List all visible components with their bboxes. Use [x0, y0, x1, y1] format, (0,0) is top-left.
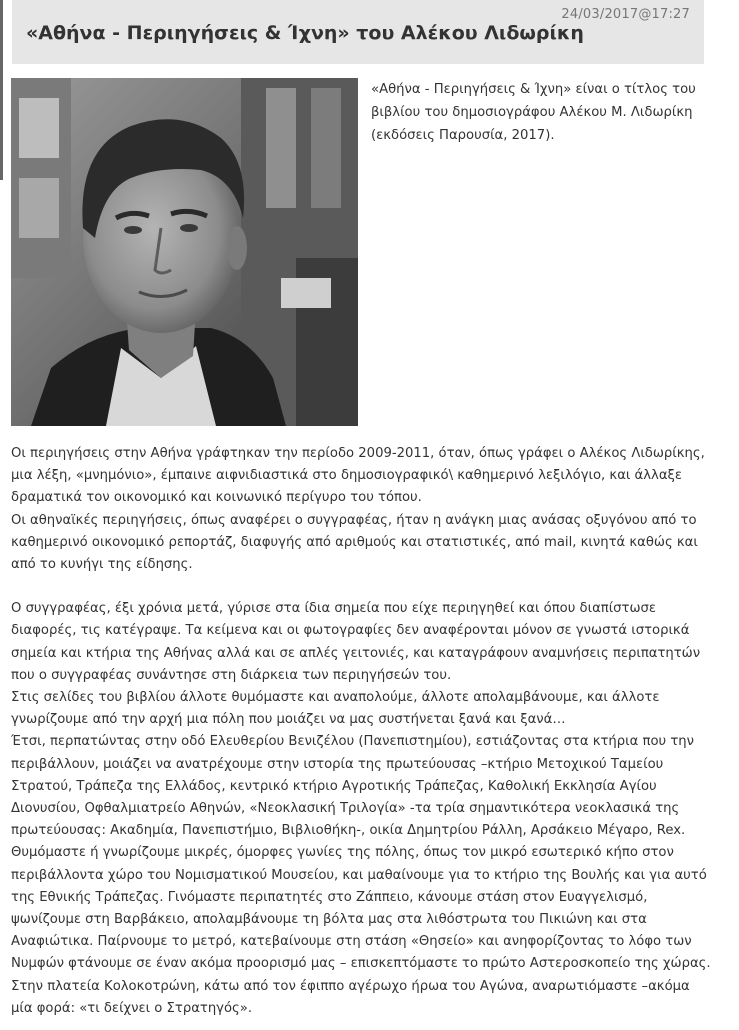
article-header [12, 0, 704, 64]
article-date: 24/03/2017@17:27 [561, 7, 690, 22]
body-paragraph: Θυμόμαστε ή γνωρίζουμε μικρές, όμορφες γωνίες της πόλης, όπως τον μικρό εσωτερικό κήπο στον περιβάλλοντα χώρο του Νομισματικού Μουσείου, και μαθαίνουμε για το κτήριο της Βουλής και για αυτό της Εθνικής Τράπεζας. Γινόμαστε περιπατητές στο Ζάππειο, κάνουμε στάση στον Ευαγγελισμό, ψωνίζουμε στη Βαρβάκειο, απολαμβάνουμε τη βόλτα μας στα λιθόστρωτα του Πικιώνη και στα Αναφιώτικα. Παίρνουμε το μετρό, κατεβαίνουμε στη στάση «Θησείο» και ανηφορίζοντας το λόφο των Νυμφών φτάνουμε σε έναν ακόμα προορισμό μας – επισκεπτόμαστε το πρώτο Αστεροσκοπείο της χώρας. Στην πλατεία Κολοκοτρώνη, κάτω από τον έφιππο αγέρωχο ήρωα του Αγώνα, αναρωτιόμαστε –ακόμα μία φορά: «τι δείχνει ο Στρατηγός». [11, 845, 711, 1016]
body-paragraph: Οι αθηναϊκές περιηγήσεις, όπως αναφέρει ο συγγραφέας, ήταν η ανάγκη μιας ανάσας οξυγόνου από το καθημερινό οικονομικό ρεπορτάζ, διαφυγής από αριθμούς και στατιστικές, από mail, κινητά καθώς και από το κυνήγι της είδησης. [11, 512, 698, 573]
article-intro: «Αθήνα - Περιηγήσεις & Ίχνη» είναι ο τίτλος του βιβλίου του δημοσιογράφου Αλέκου Μ. Λιδωρίκη (εκδόσεις Παρουσία, 2017). [371, 82, 696, 143]
left-edge-bar [0, 0, 3, 180]
body-paragraph: Οι περιηγήσεις στην Αθήνα γράφτηκαν την περίοδο 2009-2011, όταν, όπως γράφει ο Αλέκος Λιδωρίκης, μια λέξη, «μνημόνιο», έμπαινε αιφνιδιαστικά στο δημοσιογραφικό\ καθημερινό λεξιλόγιο, και άλλαξε δραματικά τον οικονομικό και κοινωνικό περίγυρο του τόπου. [11, 446, 705, 506]
article-title: «Αθήνα - Περιηγήσεις & Ίχνη» του Αλέκου Λιδωρίκη [26, 22, 584, 44]
author-photo [11, 78, 358, 426]
body-paragraph: Ο συγγραφέας, έξι χρόνια μετά, γύρισε στα ίδια σημεία που είχε περιηγηθεί και όπου διαπίστωσε διαφορές, τις κατέγραψε. Τα κείμενα και οι φωτογραφίες δεν αναφέρονται μόνον σε γνωστά ιστορικά σημεία και κτήρια της Αθήνας αλλά και σε απλές γειτονιές, και καταγράφουν αναμνήσεις περιπατητών που ο συγγραφέας συνάντησε στη διάρκεια των περιηγήσεών του. [11, 601, 701, 683]
body-paragraph: Έτσι, περπατώντας στην οδό Ελευθερίου Βενιζέλου (Πανεπιστημίου), εστιάζοντας στα κτήρια που την περιβάλλουν, μοιάζει να ανατρέχουμε στην ιστορία της πρωτεύουσας –κτήριο Μετοχικού Ταμείου Στρατού, Τράπεζα της Ελλάδος, κεντρικό κτήριο Αγροτικής Τράπεζας, Καθολική Εκκλησία Αγίου Διονυσίου, Οφθαλμιατρείο Αθηνών, «Νεοκλασική Τριλογία» -τα τρία σημαντικότερα νεοκλασικά της πρωτεύουσας: Ακαδημία, Πανεπιστήμιο, Βιβλιοθήκη-, οικία Δημητρίου Ράλλη, Αρσάκειο Μέγαρο, Rex. [11, 734, 695, 839]
author-portrait-photo [11, 78, 358, 426]
article-body [11, 443, 711, 1020]
body-paragraph: Στις σελίδες του βιβλίου άλλοτε θυμόμαστε και αναπολούμε, άλλοτε απολαμβάνουμε, και άλλοτε γνωρίζουμε από την αρχή μια πόλη που μοιάζει να μας συστήνεται ξανά και ξανά… [11, 690, 660, 728]
